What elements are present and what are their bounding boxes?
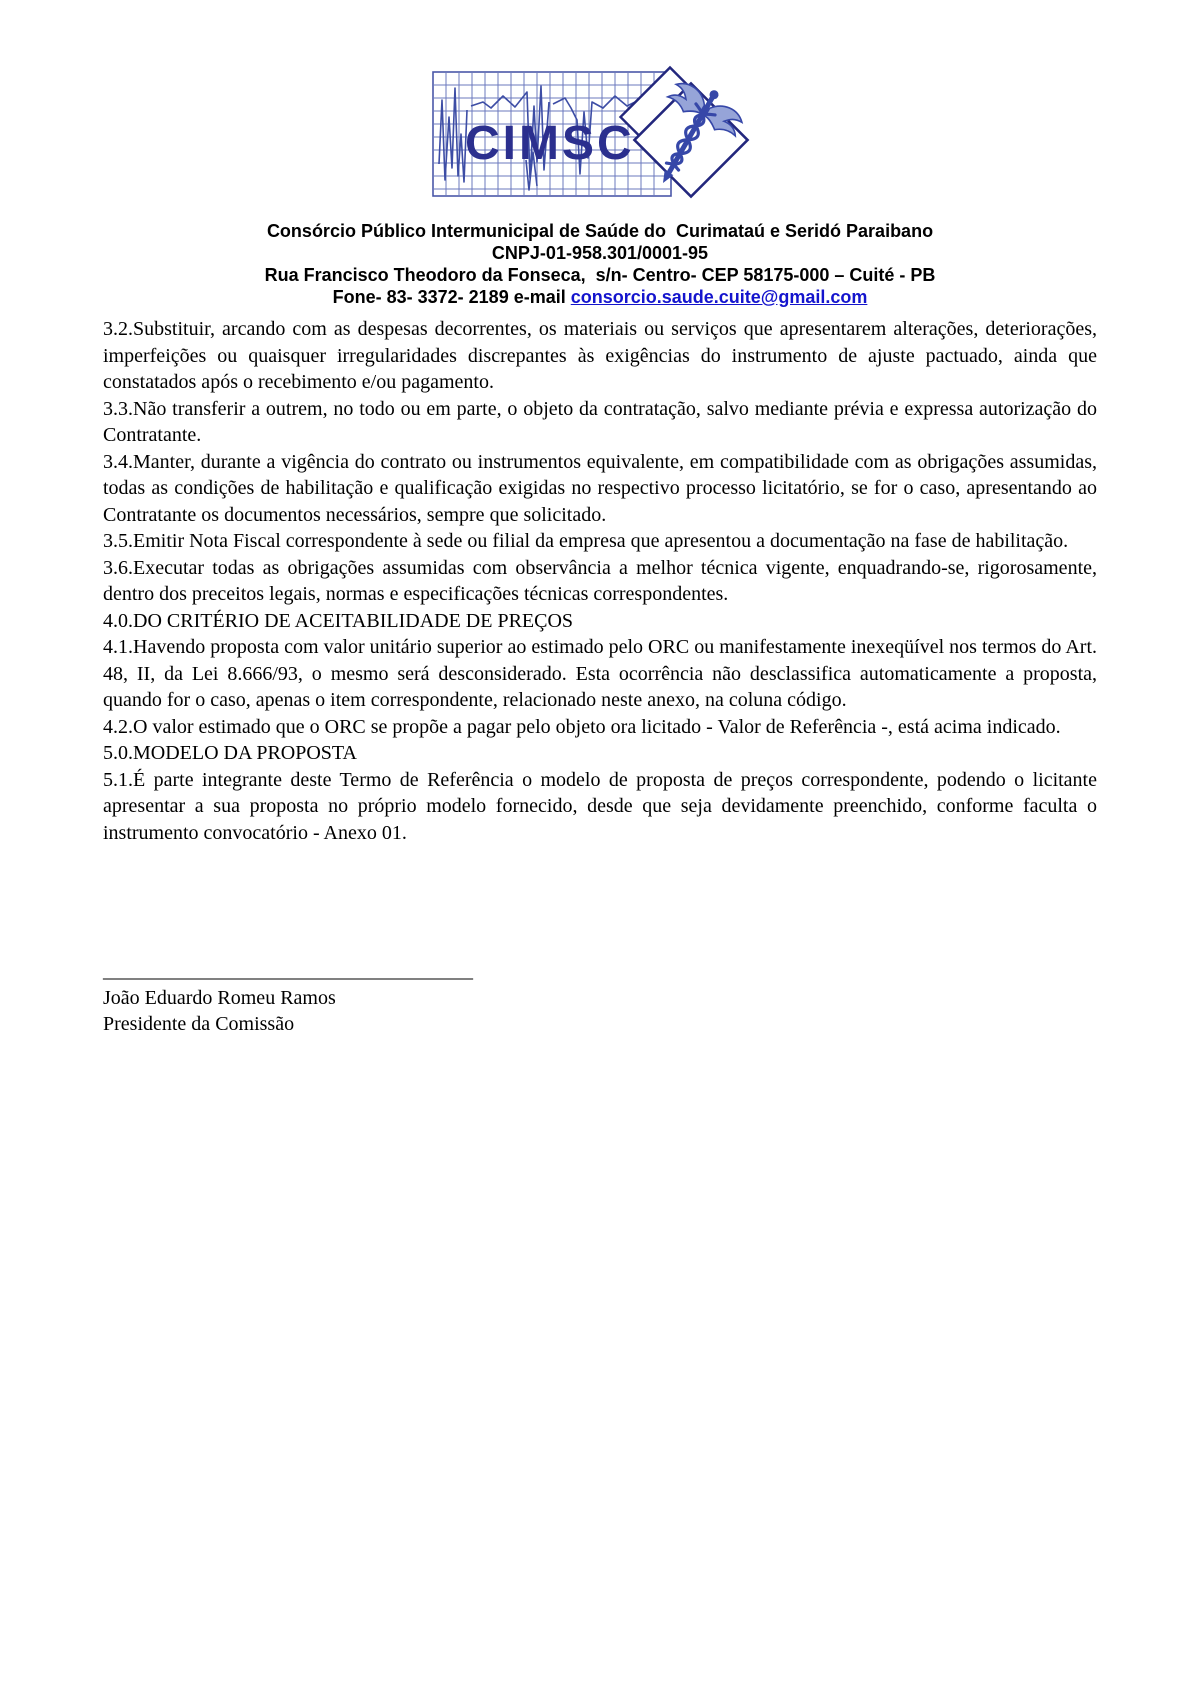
clause-3-6: 3.6.Executar todas as obrigações assumidas com observância a melhor técnica vigente, enquadrando-se, rigorosamente, dentro dos preceitos legais, normas e especificações técnicas correspondentes. xyxy=(103,556,1097,605)
clause-3-4: 3.4.Manter, durante a vigência do contrato ou instrumentos equivalente, em compatibilidade com as obrigações assumidas, todas as condições de habilitação e qualificação exigidas no respectivo processo licitatório, se for o caso, apresentando ao Contratante os documentos necessários, sempre que solicitado. xyxy=(103,450,1097,526)
signatory-name: João Eduardo Romeu Ramos xyxy=(103,986,336,1009)
clause-4-1: 4.1.Havendo proposta com valor unitário superior ao estimado pelo ORC ou manifestamente inexeqüível nos termos do Art. 48, II, da Lei 8.666/93, o mesmo será desconsiderado. Esta ocorrência não desclassifica automaticamente a proposta, quando for o caso, apenas o item correspondente, relacionado neste anexo, na coluna código. xyxy=(103,636,1097,711)
phone-label: Fone- 83- 3372- 2189 e-mail xyxy=(332,287,571,307)
clause-3-2: 3.2.Substituir, arcando com as despesas decorrentes, os materiais ou serviços que apresentarem alterações, deteriorações, imperfeições ou quaisquer irregularidades discrepantes às exigências do instrumento de ajuste pactuado, ainda que constatados após o recebimento e/ou pagamento. xyxy=(103,318,1097,393)
org-name: Consórcio Público Intermunicipal de Saúde do Curimataú e Seridó Paraibano xyxy=(266,221,934,241)
email-link[interactable]: consorcio.saude.cuite@gmail.com xyxy=(570,287,868,307)
clause-3-3: 3.3.Não transferir a outrem, no todo ou em parte, o objeto da contratação, salvo mediante prévia e expressa autorização do Contratante. xyxy=(103,397,1097,446)
clause-4-2: 4.2.O valor estimado que o ORC se propõe a pagar pelo objeto ora licitado - Valor de Referência -, está acima indicado. xyxy=(103,715,1061,738)
section-heading-4-0: 4.0.DO CRITÉRIO DE ACEITABILIDADE DE PREÇOS xyxy=(103,609,574,632)
section-heading-5-0: 5.0.MODELO DA PROPOSTA xyxy=(103,742,357,764)
signature-block xyxy=(103,958,1097,1038)
letterhead xyxy=(103,220,1097,308)
org-address: Rua Francisco Theodoro da Fonseca, s/n- Centro- CEP 58175-000 – Cuité - PB xyxy=(264,265,936,285)
document-body xyxy=(103,316,1097,846)
signatory-title: Presidente da Comissão xyxy=(103,1013,295,1035)
clause-5-1: 5.1.É parte integrante deste Termo de Referência o modelo de proposta de preços correspondente, podendo o licitante apresentar a sua proposta no próprio modelo fornecido, desde que seja devidamente preenchido, conforme faculta o instrumento convocatório - Anexo 01. xyxy=(103,768,1097,844)
signature-line: _____________________________________ xyxy=(103,960,473,982)
org-contact xyxy=(103,286,1097,308)
org-cnpj: CNPJ-01-958.301/0001-95 xyxy=(491,243,709,263)
cimsc-logo-graphic xyxy=(431,62,769,207)
cimsc-logo xyxy=(103,62,1097,212)
clause-3-5: 3.5.Emitir Nota Fiscal correspondente à sede ou filial da empresa que apresentou a documentação na fase de habilitação. xyxy=(103,530,1069,552)
cimsc-wordmark: CIMSC xyxy=(465,117,635,170)
